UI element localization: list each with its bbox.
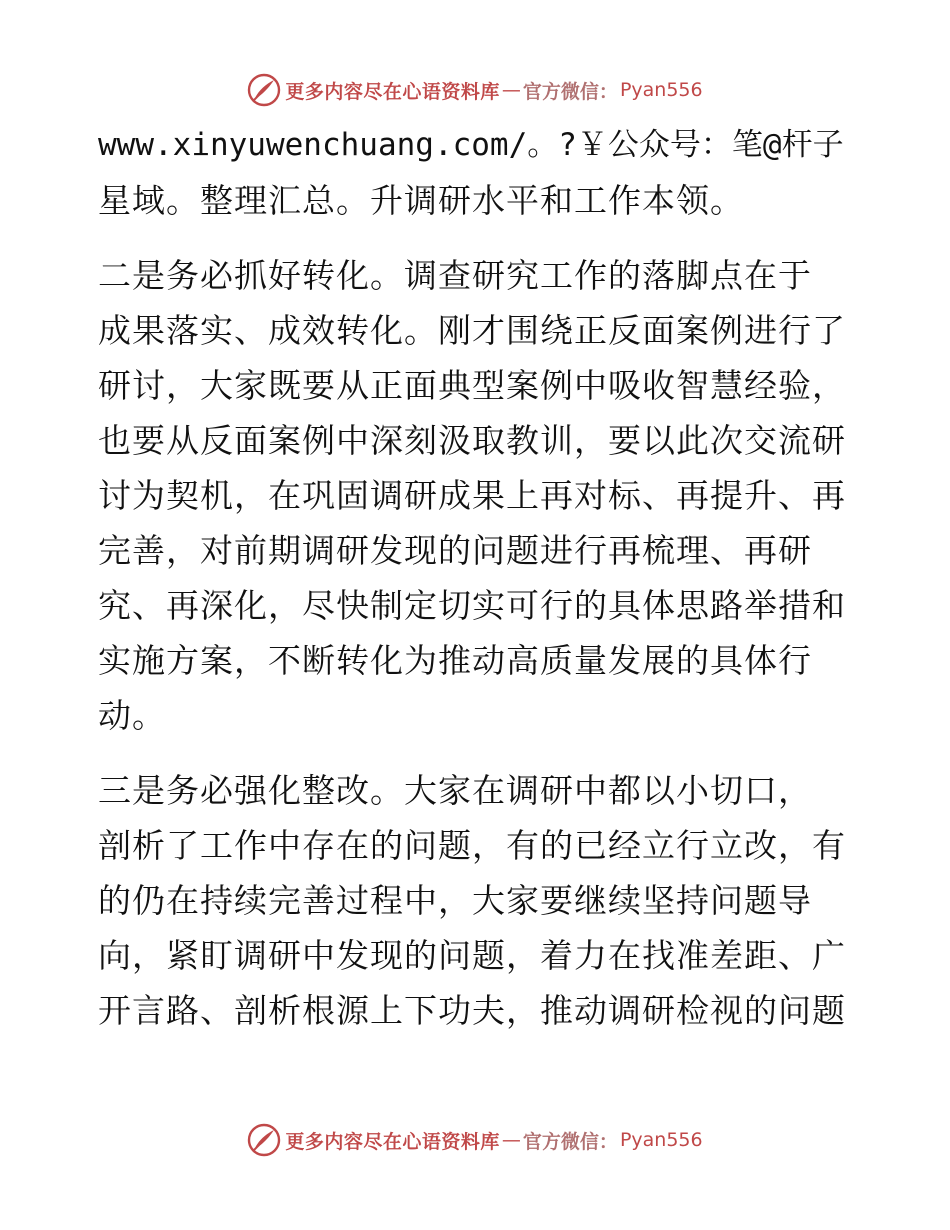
banner-main-text: 更多内容尽在心语资料库 — [285, 1130, 500, 1153]
header-banner — [0, 70, 950, 110]
text-line: 剖析了工作中存在的问题，有的已经立行立改，有 — [98, 826, 846, 865]
quill-logo-icon — [247, 73, 281, 107]
banner-account-text: Pyan556 — [619, 79, 703, 101]
text-line: 研讨，大家既要从正面典型案例中吸收智慧经验， — [98, 366, 846, 405]
text-line: 完善，对前期调研发现的问题进行再梳理、再研 — [98, 531, 812, 570]
paragraph-rectification — [98, 763, 858, 1038]
text-line: 二是务必抓好转化。调查研究工作的落脚点在于 — [98, 256, 812, 295]
quill-logo-icon — [247, 1123, 281, 1157]
banner-dash: — — [501, 1129, 521, 1151]
text-line: 实施方案，不断转化为推动高质量发展的具体行 — [98, 641, 812, 680]
text-line: www.xinyuwenchuang.com/。?￥公众号：笔@杆子 — [98, 127, 844, 163]
text-line: 成果落实、成效转化。刚才围绕正反面案例进行了 — [98, 311, 846, 350]
text-line: 讨为契机，在巩固调研成果上再对标、再提升、再 — [98, 476, 846, 515]
banner-channel-text: 官方微信： — [522, 80, 618, 103]
text-line: 三是务必强化整改。大家在调研中都以小切口， — [98, 771, 812, 810]
text-line: 的仍在持续完善过程中，大家要继续坚持问题导 — [98, 881, 812, 920]
banner-main-text: 更多内容尽在心语资料库 — [285, 80, 500, 103]
text-line: 星域。整理汇总。升调研水平和工作本领。 — [98, 181, 744, 220]
document-body — [98, 118, 858, 1038]
text-line: 向，紧盯调研中发现的问题，着力在找准差距、广 — [98, 936, 846, 975]
paragraph-intro — [98, 118, 858, 228]
text-line: 也要从反面案例中深刻汲取教训，要以此次交流研 — [98, 421, 846, 460]
text-line: 开言路、剖析根源上下功夫，推动调研检视的问题 — [98, 991, 846, 1030]
paragraph-transformation — [98, 248, 858, 743]
banner-account-text: Pyan556 — [619, 1129, 703, 1151]
text-line: 动。 — [98, 696, 166, 735]
text-line: 究、再深化，尽快制定切实可行的具体思路举措和 — [98, 586, 846, 625]
banner-dash: — — [501, 79, 521, 101]
footer-banner — [0, 1120, 950, 1160]
banner-channel-text: 官方微信： — [522, 1130, 618, 1153]
